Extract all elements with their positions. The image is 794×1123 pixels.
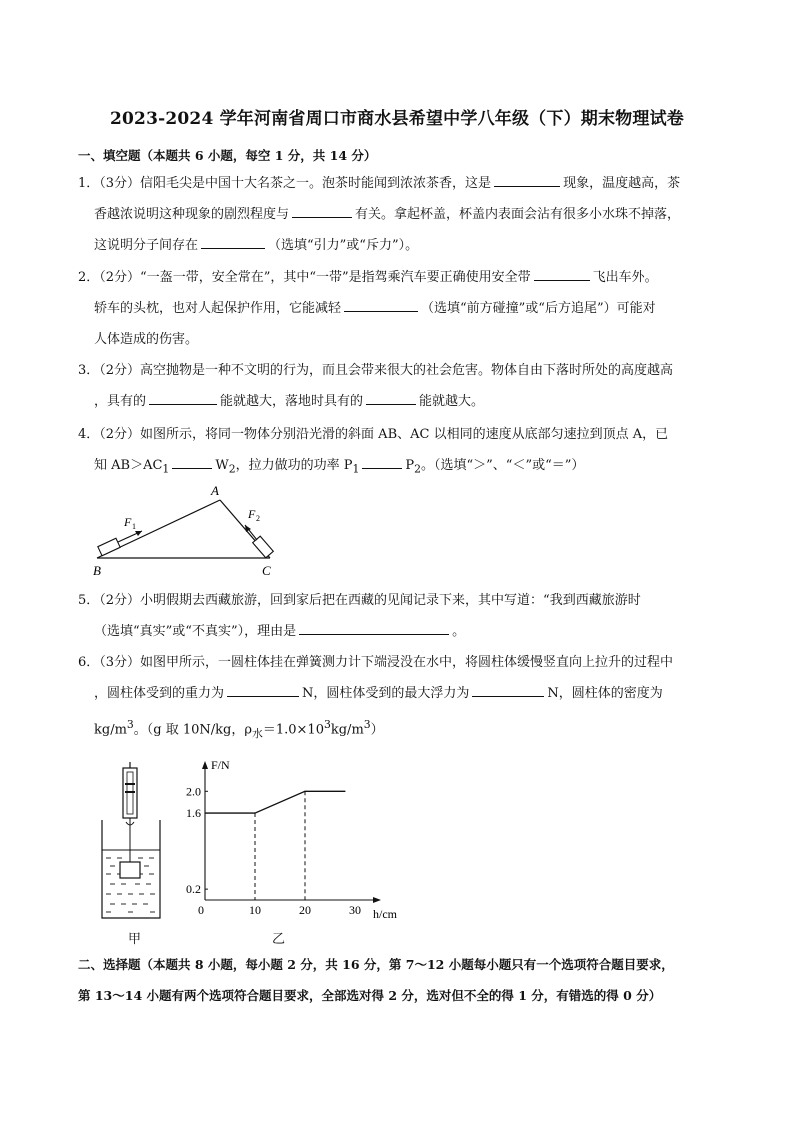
question-text: ，具有的 [94,394,147,409]
series-line-force [205,791,345,813]
question-text: kg/m [330,722,364,738]
label-f1: F [124,515,132,529]
subscript: 2 [228,462,236,476]
block-on-ab [98,538,120,556]
cylinder-icon [120,862,140,878]
question-2 [78,262,728,355]
question-number: 6． [78,655,100,670]
question-text: W [215,458,229,473]
data-point [344,791,345,792]
data-point [304,791,305,792]
caption-jia: 甲 [128,932,142,947]
answer-blank[interactable] [344,297,418,312]
question-text: ，拉力做功的功率 P [235,458,353,473]
question-text: 有关。拿起杯盖，杯盖内表面会沾有很多小水珠不掉落， [355,207,681,222]
subscript: 2 [414,462,421,476]
x-axis-arrow [373,897,381,903]
question-text: 能就越大。 [419,394,485,409]
question-text: 现象，温度越高，茶 [563,176,681,191]
answer-blank[interactable] [149,390,217,405]
answer-blank[interactable] [172,454,212,469]
question-text: kg/m [94,722,127,738]
y-tick-label: 1.6 [186,806,201,821]
subscript: 1 [162,462,170,476]
question-number: 1． [78,176,100,191]
subscript: 水 [252,726,263,740]
question-text: N，圆柱体受到的最大浮力为 [302,686,470,701]
question-5 [78,585,728,647]
question-3 [78,355,728,417]
question-text: 。（g 取 10N/kg，ρ [133,722,253,738]
caption-yi: 乙 [272,932,286,947]
question-text: 能就越大，落地时具有的 [220,394,364,409]
data-point [204,812,205,813]
y-tick-label: 0.2 [186,882,201,897]
label-f1-sub: 1 [132,522,136,531]
question-6 [78,647,728,740]
question-text: （选填“前方碰撞”或“后方追尾”）可能对 [421,301,656,316]
x-tick-label: 20 [299,903,311,917]
section-heading-choice-line1: 二、选择题（本题共 8 小题，每小题 2 分，共 16 分，第 7～12 小题每小题只有一个选项符合题目要求， [78,957,674,972]
answer-blank[interactable] [494,172,560,187]
question-text: 。（选填“＞”、“＜”或“＝”） [421,458,585,473]
x-tick-label: 0 [198,903,204,917]
x-axis-label: h/cm [373,907,397,921]
label-f2: F [248,507,256,521]
x-tick-label: 10 [249,903,261,917]
answer-blank[interactable] [201,234,265,249]
data-point [254,812,255,813]
question-text: N，圆柱体的密度为 [547,686,663,701]
block-on-ac [253,536,274,558]
y-axis-arrow [202,761,208,769]
question-text: （2分）“一盔一带，安全常在”，其中“一带”是指驾乘汽车要正确使用安全带 [99,270,531,285]
label-c: C [262,563,271,578]
label-a: A [211,483,219,498]
question-text: （2分）小明假期去西藏旅游，回到家后把在西藏的见闻记录下来，其中写道：“我到西藏旅游时 [99,593,641,608]
question-text: ） [370,722,384,738]
y-tick-label: 2.0 [186,784,201,799]
answer-blank[interactable] [362,454,402,469]
section-heading-fill-in: 一、填空题（本题共 6 小题，每空 1 分，共 14 分） [78,148,377,163]
incline-diagram [85,480,295,580]
answer-blank[interactable] [366,390,416,405]
spring-scale-beaker-diagram [90,762,180,927]
question-text: （2分）高空抛物是一种不文明的行为，而且会带来很大的社会危害。物体自由下落时所处的高度越高 [99,363,674,378]
question-text: 飞出车外。 [592,270,658,285]
superscript: 3 [363,718,371,731]
question-number: 2． [78,270,100,285]
question-number: 5． [78,593,100,608]
question-text: （选填“引力”或“斥力”）。 [268,238,419,253]
superscript: 3 [126,718,134,731]
answer-blank[interactable] [299,620,449,635]
question-text: 。 [452,624,466,639]
page-title: 2023-2024 学年河南省周口市商水县希望中学八年级（下）期末物理试卷 [109,109,684,129]
question-text: ＝1.0×10 [262,722,324,738]
section-heading-choice-line2: 第 13～14 小题有两个选项符合题目要求，全部选对得 2 分，选对但不全的得 1 分，有错选的得 0 分） [78,988,662,1003]
label-b: B [93,563,101,578]
question-text: P [405,458,415,473]
force-height-chart [170,752,397,927]
question-4 [78,419,728,481]
subscript: 1 [352,462,360,476]
label-f2-sub: 2 [256,514,260,523]
question-text: （2分）如图所示，将同一物体分别沿光滑的斜面 AB、AC 以相同的速度从底部匀速拉到顶点 A，已 [99,427,669,442]
question-text: ，圆柱体受到的重力为 [94,686,225,701]
answer-blank[interactable] [292,203,352,218]
x-tick-label: 30 [349,903,361,917]
question-text: 轿车的头枕，也对人起保护作用，它能减轻 [94,301,342,316]
question-1 [78,168,728,261]
question-number: 3． [78,363,100,378]
answer-blank[interactable] [534,266,590,281]
answer-blank[interactable] [472,682,544,697]
question-text: 知 AB＞AC [94,458,163,473]
question-text: （3分）信阳毛尖是中国十大名茶之一。泡茶时能闻到浓浓茶香，这是 [99,176,492,191]
question-text: （选填“真实”或“不真实”），理由是 [94,624,297,639]
y-axis-label: F/N [211,758,230,772]
question-text: 香越浓说明这种现象的剧烈程度与 [94,207,290,222]
superscript: 3 [323,718,331,731]
answer-blank[interactable] [227,682,299,697]
question-text: 人体造成的伤害。 [94,332,199,347]
question-text: （3分）如图甲所示，一圆柱体挂在弹簧测力计下端浸没在水中，将圆柱体缓慢竖直向上拉升的过程中 [99,655,674,670]
question-text: 这说明分子间存在 [94,238,199,253]
question-number: 4． [78,427,100,442]
